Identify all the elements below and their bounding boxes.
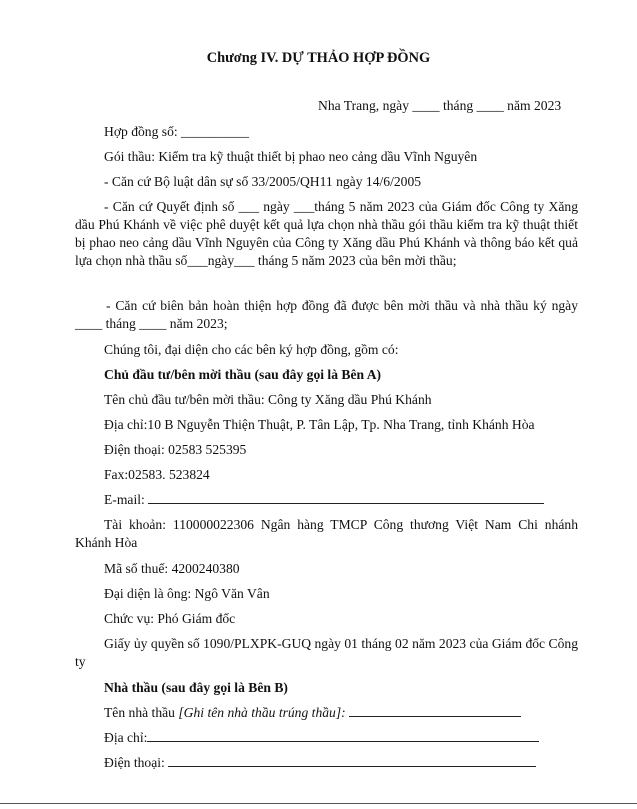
chapter-title: Chương IV. DỰ THẢO HỢP ĐỒNG [206,50,431,66]
basis-decision: - Căn cứ Quyết định số ___ ngày ___tháng 5 năm 2023 của Giám đốc Công ty Xăng dầu Phú Khánh về việc phê duyệt kết quả lựa chọn nhà thầu gói thầu kiểm tra kỹ thuật thiết bị phao neo cảng dầu Vĩnh Nguyên của Công ty Xăng dầu Phú Khánh và thông báo kết quả lựa chọn nhà thầu số___ngày___ tháng 5 năm 2023 của bên mời thầu; [75,199,578,268]
party-b-name-label: Tên nhà thầu [104,705,179,720]
party-a-heading: Chủ đầu tư/bên mời thầu (sau đây gọi là Bên A) [104,367,382,382]
party-a-tax-code: Mã số thuế: 4200240380 [104,561,240,576]
email-blank [148,492,544,504]
party-a-fax: Fax:02583. 523824 [104,467,210,482]
party-b-address-label: Địa chỉ: [104,730,148,745]
party-a-position: Chức vụ: Phó Giám đốc [104,611,236,626]
party-b-phone-label: Điện thoại: [104,755,165,770]
party-b-name-row [104,704,521,722]
party-a-email-row [104,491,544,509]
party-a-phone: Điện thoại: 02583 525395 [104,442,247,457]
party-b-name-blank [349,705,521,717]
party-b-heading: Nhà thầu (sau đây gọi là Bên B) [104,680,288,695]
party-b-name-hint: [Ghi tên nhà thầu trúng thầu]: [178,705,346,720]
contract-number: Hợp đồng số: __________ [104,124,250,139]
party-b-address-blank [147,730,539,742]
page-bottom-rule [0,803,637,804]
party-a-representative: Đại diện là ông: Ngô Văn Vân [104,586,270,601]
basis-civil-code: - Căn cứ Bộ luật dân sự số 33/2005/QH11 ngày 14/6/2005 [104,174,422,189]
party-a-authorization: Giấy ủy quyền số 1090/PLXPK-GUQ ngày 01 tháng 02 năm 2023 của Giám đốc Công ty [75,636,578,669]
party-a-account: Tài khoản: 110000022306 Ngân hàng TMCP Công thương Việt Nam Chi nhánh Khánh Hòa [75,517,578,550]
date-line: Nha Trang, ngày ____ tháng ____ năm 2023 [318,98,562,113]
party-a-address: Địa chỉ:10 B Nguyễn Thiện Thuật, P. Tân Lập, Tp. Nha Trang, tỉnh Khánh Hòa [104,417,535,432]
party-b-address-row [104,729,539,747]
party-b-phone-row [104,754,536,772]
party-a-name: Tên chủ đầu tư/bên mời thầu: Công ty Xăng dầu Phú Khánh [104,392,432,407]
email-label: E-mail: [104,492,145,507]
package-line: Gói thầu: Kiểm tra kỹ thuật thiết bị phao neo cảng dầu Vĩnh Nguyên [104,149,478,164]
basis-minutes: - Căn cứ biên bản hoàn thiện hợp đồng đã được bên mời thầu và nhà thầu ký ngày ____ tháng ____ năm 2023; [75,298,578,331]
party-b-phone-blank [168,755,536,767]
intro-line: Chúng tôi, đại diện cho các bên ký hợp đồng, gồm có: [104,342,399,357]
